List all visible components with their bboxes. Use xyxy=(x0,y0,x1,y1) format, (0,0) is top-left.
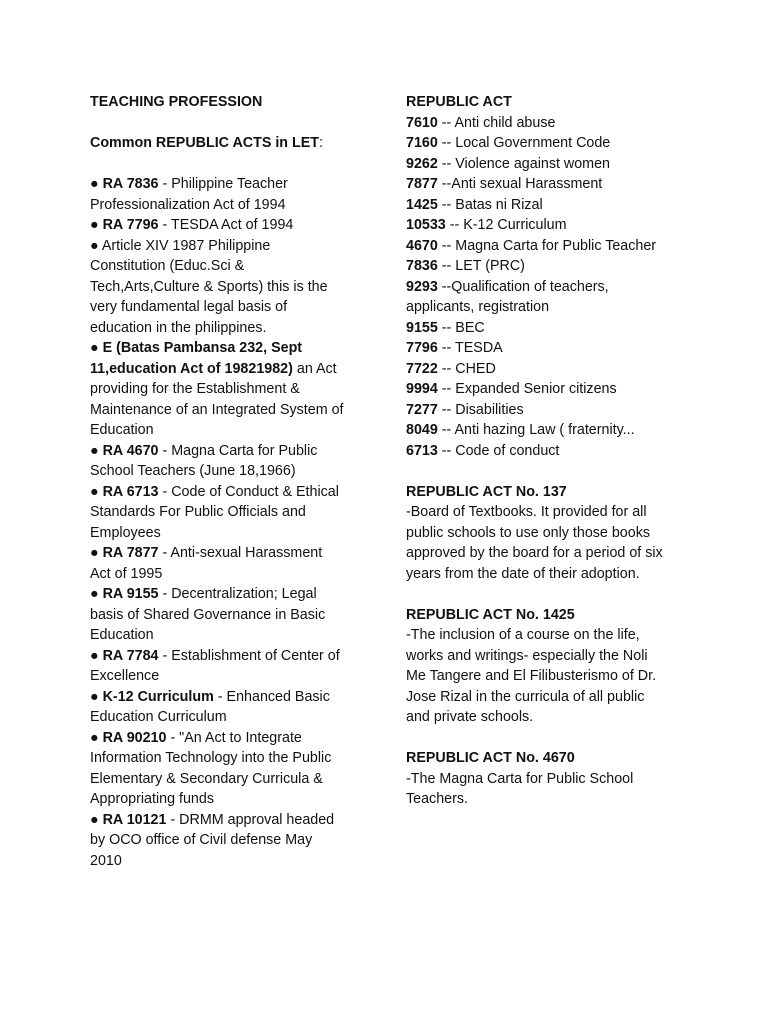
spacer xyxy=(90,113,372,134)
law-item-line xyxy=(90,646,372,667)
act-item xyxy=(406,400,696,421)
bullet-icon: ● xyxy=(90,442,103,459)
act-line xyxy=(406,133,696,154)
act-number: 7277 xyxy=(406,401,438,418)
law-label: E (Batas Pambansa 232, Sept xyxy=(102,340,303,356)
law-description: - Decentralization; Legal xyxy=(158,586,317,602)
act-item xyxy=(406,277,696,318)
spacer xyxy=(406,461,696,482)
act-number: 7722 xyxy=(406,360,438,377)
law-item xyxy=(90,441,372,482)
law-description-line: 2010 xyxy=(90,852,122,869)
bullet-icon: ● xyxy=(90,176,103,192)
bullet-icon: ● xyxy=(90,811,103,828)
law-item xyxy=(90,687,372,728)
law-description: an Act xyxy=(292,360,337,377)
act-item xyxy=(406,154,696,175)
law-item xyxy=(90,338,372,441)
bullet-icon: ● xyxy=(90,237,99,254)
section-heading: REPUBLIC ACT No. 1425 xyxy=(406,606,575,623)
act-number: 6713 xyxy=(406,442,438,459)
act-description: -- BEC xyxy=(437,319,485,336)
law-label: RA 9155 xyxy=(102,586,159,602)
bullet-icon: ● xyxy=(90,729,103,746)
act-number: 7160 xyxy=(406,135,438,151)
act-description: -- Local Government Code xyxy=(437,135,611,151)
bullet-icon: ● xyxy=(90,647,103,664)
section-text-line: and private schools. xyxy=(406,709,534,725)
act-line xyxy=(406,236,696,257)
act-number: 9293 xyxy=(406,278,438,295)
law-item xyxy=(90,728,372,810)
law-description-line: education in the philippines. xyxy=(90,319,267,336)
act-description: -- LET (PRC) xyxy=(437,258,525,274)
act-description: -- Violence against women xyxy=(437,155,610,172)
law-label: RA 4670 xyxy=(102,442,159,459)
law-item-line xyxy=(90,359,372,380)
act-number: 9155 xyxy=(406,319,438,336)
act-item xyxy=(406,318,696,339)
section-subtitle xyxy=(90,133,372,154)
act-description: -- K-12 Curriculum xyxy=(445,217,567,233)
law-description: - Magna Carta for Public xyxy=(158,442,318,459)
law-description: - TESDA Act of 1994 xyxy=(158,217,294,233)
law-item xyxy=(90,810,372,872)
law-description-line: Elementary & Secondary Curricula & xyxy=(90,770,323,787)
law-item xyxy=(90,584,372,646)
page-title: TEACHING PROFESSION xyxy=(90,94,263,110)
bullet-icon: ● xyxy=(90,217,103,233)
section-text-line: approved by the board for a period of six xyxy=(406,545,663,561)
spacer xyxy=(90,154,372,175)
act-number: 7796 xyxy=(406,340,438,356)
act-number: 9994 xyxy=(406,381,438,397)
law-description-line: Standards For Public Officials and xyxy=(90,504,306,520)
law-item xyxy=(90,646,372,687)
law-label: RA 7836 xyxy=(102,176,159,192)
law-label: RA 7796 xyxy=(102,217,159,233)
section-text-line: Jose Rizal in the curricula of all public xyxy=(406,688,645,705)
law-description-line: by OCO office of Civil defense May xyxy=(90,832,313,848)
law-description: Article XIV 1987 Philippine xyxy=(98,237,271,254)
right-column xyxy=(406,92,696,810)
law-item xyxy=(90,482,372,544)
bullet-icon: ● xyxy=(90,688,103,705)
law-description-line: School Teachers (June 18,1966) xyxy=(90,463,296,479)
law-description-line: Maintenance of an Integrated System of xyxy=(90,401,344,418)
law-description: - Enhanced Basic xyxy=(213,688,330,705)
section-text-line: years from the date of their adoption. xyxy=(406,565,640,582)
bullet-icon: ● xyxy=(90,340,103,356)
act-description: -- Magna Carta for Public Teacher xyxy=(437,237,657,254)
law-description-line: Education Curriculum xyxy=(90,709,227,725)
law-item-line xyxy=(90,543,372,564)
act-item xyxy=(406,256,696,277)
law-item-line xyxy=(90,687,372,708)
law-item xyxy=(90,543,372,584)
law-description: - "An Act to Integrate xyxy=(166,729,302,746)
law-description-line: Employees xyxy=(90,524,161,541)
act-item xyxy=(406,195,696,216)
law-list xyxy=(90,174,372,871)
act-description: --Qualification of teachers, xyxy=(437,278,609,295)
law-description: - Establishment of Center of xyxy=(158,647,340,664)
act-number: 9262 xyxy=(406,155,438,172)
law-label: RA 6713 xyxy=(102,483,159,500)
law-description-line: Constitution (Educ.Sci & xyxy=(90,258,245,274)
section-heading: REPUBLIC ACT No. 137 xyxy=(406,483,567,500)
law-description: - Anti-sexual Harassment xyxy=(158,545,323,561)
law-item xyxy=(90,215,372,236)
section-text-line: Teachers. xyxy=(406,791,468,807)
law-description-line: Information Technology into the Public xyxy=(90,750,332,766)
act-line xyxy=(406,195,696,216)
act-item xyxy=(406,133,696,154)
act-line xyxy=(406,441,696,462)
act-number: 7877 xyxy=(406,176,438,192)
law-description-line: Excellence xyxy=(90,668,160,684)
act-line xyxy=(406,338,696,359)
act-description: -- Anti hazing Law ( fraternity... xyxy=(437,422,635,438)
act-item xyxy=(406,359,696,380)
section-text-line: -The Magna Carta for Public School xyxy=(406,770,634,787)
act-line xyxy=(406,379,696,400)
law-description-line: Appropriating funds xyxy=(90,791,214,807)
bullet-icon: ● xyxy=(90,586,103,602)
section-text-line: Me Tangere and El Filibusterismo of Dr. xyxy=(406,668,657,684)
act-line xyxy=(406,256,696,277)
left-column xyxy=(90,92,372,871)
act-item xyxy=(406,113,696,134)
law-item-line xyxy=(90,174,372,195)
law-description: - Code of Conduct & Ethical xyxy=(158,483,339,500)
act-number: 1425 xyxy=(406,196,438,213)
act-sections xyxy=(406,461,696,810)
act-line xyxy=(406,154,696,175)
act-number: 4670 xyxy=(406,237,438,254)
act-description: -- Code of conduct xyxy=(437,442,560,459)
law-description-line: Education xyxy=(90,627,154,643)
law-label: RA 7877 xyxy=(102,545,159,561)
law-label: RA 10121 xyxy=(102,811,167,828)
law-label: RA 90210 xyxy=(102,729,167,746)
act-description: -- Disabilities xyxy=(437,401,524,418)
act-item xyxy=(406,441,696,462)
law-item-line xyxy=(90,810,372,831)
law-label: K-12 Curriculum xyxy=(102,688,214,705)
law-item xyxy=(90,174,372,215)
law-item-line xyxy=(90,584,372,605)
law-description-line: providing for the Establishment & xyxy=(90,381,300,397)
section-text-line: -Board of Textbooks. It provided for all xyxy=(406,504,647,520)
act-item xyxy=(406,420,696,441)
spacer xyxy=(406,584,696,605)
act-line xyxy=(406,400,696,421)
act-description: -- Anti child abuse xyxy=(437,114,556,131)
section-text-line: public schools to use only those books xyxy=(406,524,650,541)
law-item-line xyxy=(90,728,372,749)
spacer xyxy=(406,728,696,749)
act-item xyxy=(406,215,696,236)
act-line xyxy=(406,359,696,380)
act-item xyxy=(406,236,696,257)
act-line xyxy=(406,318,696,339)
act-line xyxy=(406,113,696,134)
bullet-icon: ● xyxy=(90,545,103,561)
act-line xyxy=(406,420,696,441)
law-label: RA 7784 xyxy=(102,647,159,664)
act-description: -- TESDA xyxy=(437,340,503,356)
subtitle-text: Common REPUBLIC ACTS in LET xyxy=(90,135,320,151)
act-number: 7836 xyxy=(406,258,438,274)
law-description: - DRMM approval headed xyxy=(166,811,335,828)
act-number: 8049 xyxy=(406,422,438,438)
subtitle-colon: : xyxy=(319,135,323,151)
law-label: 11,education Act of 19821982) xyxy=(90,360,293,377)
acts-heading: REPUBLIC ACT xyxy=(406,94,512,110)
act-number: 10533 xyxy=(406,217,446,233)
law-description-line: basis of Shared Governance in Basic xyxy=(90,606,326,623)
act-line xyxy=(406,277,696,298)
law-item-line xyxy=(90,441,372,462)
law-description-line: Act of 1995 xyxy=(90,565,163,582)
section-text-line: -The inclusion of a course on the life, xyxy=(406,627,640,643)
law-item-line xyxy=(90,236,372,257)
act-line xyxy=(406,174,696,195)
act-description: -- CHED xyxy=(437,360,496,377)
law-item-line xyxy=(90,482,372,503)
law-item-line xyxy=(90,215,372,236)
law-item xyxy=(90,236,372,339)
act-item xyxy=(406,338,696,359)
law-description: - Philippine Teacher xyxy=(158,176,288,192)
act-description: -- Expanded Senior citizens xyxy=(437,381,617,397)
act-item xyxy=(406,174,696,195)
act-description: --Anti sexual Harassment xyxy=(437,176,603,192)
act-description-line: applicants, registration xyxy=(406,299,550,315)
law-description-line: Education xyxy=(90,422,154,438)
act-item xyxy=(406,379,696,400)
law-description-line: Tech,Arts,Culture & Sports) this is the xyxy=(90,278,328,295)
act-number: 7610 xyxy=(406,114,438,131)
act-description: -- Batas ni Rizal xyxy=(437,196,543,213)
law-description-line: Professionalization Act of 1994 xyxy=(90,196,286,213)
section-heading: REPUBLIC ACT No. 4670 xyxy=(406,750,575,766)
acts-list xyxy=(406,113,696,462)
law-description-line: very fundamental legal basis of xyxy=(90,299,288,315)
law-item-line xyxy=(90,338,372,359)
bullet-icon: ● xyxy=(90,483,103,500)
section-text-line: works and writings- especially the Noli xyxy=(406,647,648,664)
act-line xyxy=(406,215,696,236)
